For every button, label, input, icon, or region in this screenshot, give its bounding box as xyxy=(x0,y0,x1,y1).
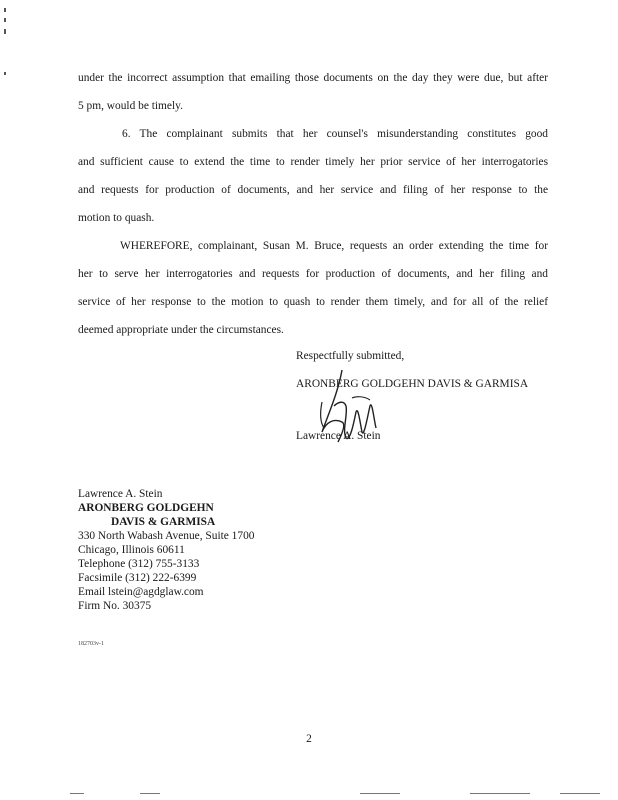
paragraph-6-line: 6. The complainant submits that her counsel's misunderstanding constitutes good xyxy=(122,128,548,140)
facsimile: Facsimile (312) 222-6399 xyxy=(78,572,197,584)
signature-closing: Respectfully submitted, xyxy=(296,350,405,362)
signature-firm: ARONBERG GOLDGEHN DAVIS & GARMISA xyxy=(296,378,529,390)
page-number: 2 xyxy=(306,733,312,745)
scan-edge-mark xyxy=(4,29,6,34)
scan-artifact xyxy=(470,793,530,794)
scan-artifact xyxy=(360,793,400,794)
scan-artifact xyxy=(560,793,600,794)
scan-artifact xyxy=(70,793,84,794)
paragraph-continuation-line: under the incorrect assumption that emailing those documents on the day they were due, but after xyxy=(78,72,548,84)
firm-number: Firm No. 30375 xyxy=(78,600,152,612)
street-address: 330 North Wabash Avenue, Suite 1700 xyxy=(78,530,255,542)
scan-artifact xyxy=(140,793,160,794)
city-state-zip: Chicago, Illinois 60611 xyxy=(78,544,185,556)
telephone: Telephone (312) 755-3133 xyxy=(78,558,200,570)
paragraph-6-line: motion to quash. xyxy=(78,212,155,224)
wherefore-line: deemed appropriate under the circumstances. xyxy=(78,324,284,336)
email: Email lstein@agdglaw.com xyxy=(78,586,204,598)
scan-edge-mark xyxy=(4,72,6,75)
paragraph-6-line: and requests for production of documents, and her service and filing of her response to the xyxy=(78,184,548,196)
firm-name-line-2: DAVIS & GARMISA xyxy=(111,516,216,528)
paragraph-6-line: and sufficient cause to extend the time to render timely her prior service of her interrogatories xyxy=(78,156,548,168)
paragraph-continuation-line: 5 pm, would be timely. xyxy=(78,100,183,112)
attorney-name: Lawrence A. Stein xyxy=(78,488,163,500)
scan-edge-mark xyxy=(4,18,6,22)
scan-edge-mark xyxy=(4,8,6,12)
wherefore-line: service of her response to the motion to quash to render them timely, and for all of the relief xyxy=(78,296,548,308)
signature-signer-name: Lawrence A. Stein xyxy=(296,430,381,442)
wherefore-line: WHEREFORE, complainant, Susan M. Bruce, requests an order extending the time for xyxy=(120,240,548,252)
wherefore-line: her to serve her interrogatories and requests for production of documents, and her filing and xyxy=(78,268,548,280)
document-id: 182703v-1 xyxy=(78,641,104,647)
firm-name-line-1: ARONBERG GOLDGEHN xyxy=(78,502,214,514)
